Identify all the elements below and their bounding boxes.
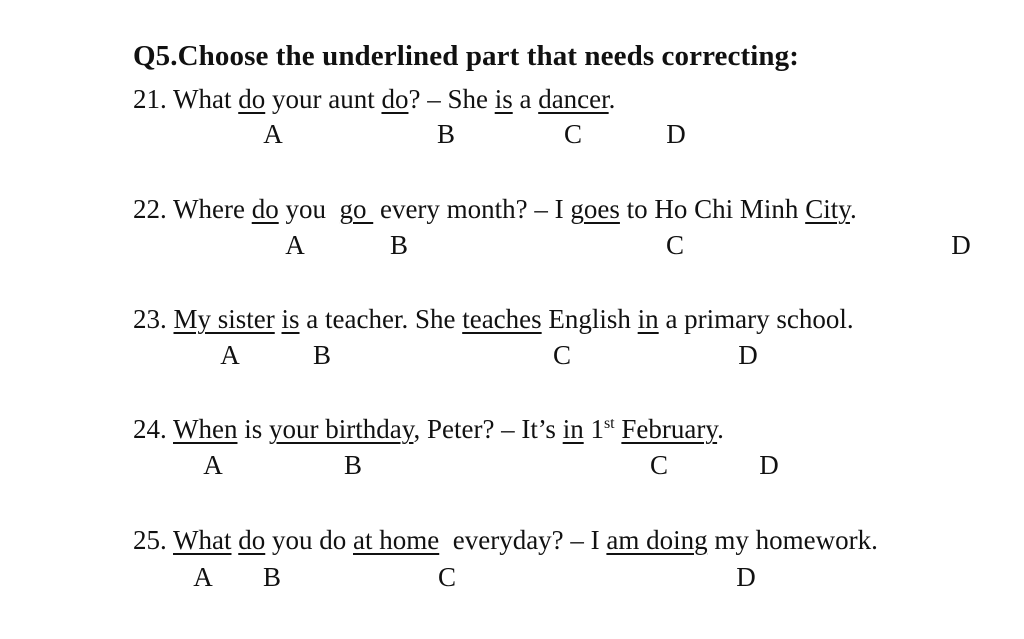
underlined-option-b: go xyxy=(339,194,374,224)
question-text: , Peter? – It’s xyxy=(413,414,563,444)
underlined-option-b: do xyxy=(381,84,409,114)
underlined-option-d: dancer xyxy=(538,84,609,114)
underlined-option-d: in xyxy=(637,304,659,334)
question-text: 1 xyxy=(583,414,604,444)
underlined-option-c: at home xyxy=(353,525,440,555)
ordinal-suffix: st xyxy=(603,415,615,432)
option-letter-b: B xyxy=(262,562,282,592)
option-letter-d: D xyxy=(759,450,779,480)
underlined-option-a: do xyxy=(238,84,266,114)
question-text: . xyxy=(608,84,616,114)
option-letter-d: D xyxy=(738,340,758,370)
underlined-option-c: teaches xyxy=(462,304,542,334)
question-text: . xyxy=(717,414,724,444)
question-text: What xyxy=(166,84,239,114)
question-number: 22. xyxy=(133,194,167,224)
option-letter-b: B xyxy=(343,450,363,480)
underlined-option-b: is xyxy=(281,304,300,334)
option-letter-c: C xyxy=(437,562,457,592)
question-25 xyxy=(133,527,878,554)
question-text xyxy=(275,304,282,334)
option-letter-d: D xyxy=(666,119,686,149)
option-letter-c: C xyxy=(563,119,583,149)
question-text: a primary school. xyxy=(658,304,854,334)
question-23 xyxy=(133,306,854,333)
option-letter-c: C xyxy=(649,450,669,480)
option-letter-a: A xyxy=(203,450,223,480)
option-letter-a: A xyxy=(263,119,283,149)
option-letter-a: A xyxy=(220,340,240,370)
question-text: you do xyxy=(265,525,353,555)
question-text: every month? – I xyxy=(373,194,571,224)
underlined-option-a: My sister xyxy=(173,304,275,334)
question-text: ? – She xyxy=(408,84,495,114)
option-letter-c: C xyxy=(552,340,572,370)
underlined-option-c: in xyxy=(562,414,584,444)
question-text: English xyxy=(541,304,638,334)
option-letter-b: B xyxy=(436,119,456,149)
question-text: to Ho Chi Minh xyxy=(619,194,806,224)
underlined-option-a: do xyxy=(251,194,279,224)
underlined-option-a: When xyxy=(173,414,238,444)
underlined-option-a: What xyxy=(173,525,232,555)
question-number: 23. xyxy=(133,304,167,334)
underlined-option-b: your birthday xyxy=(269,414,414,444)
option-letter-a: A xyxy=(285,230,305,260)
option-letter-c: C xyxy=(665,230,685,260)
question-text: a xyxy=(512,84,539,114)
question-number: 24. xyxy=(133,414,167,444)
question-number: 25. xyxy=(133,525,167,555)
question-22 xyxy=(133,196,857,223)
option-letter-a: A xyxy=(193,562,213,592)
question-text: your aunt xyxy=(265,84,382,114)
question-text: a teacher. She xyxy=(299,304,463,334)
option-letter-d: D xyxy=(736,562,756,592)
option-letter-d: D xyxy=(951,230,971,260)
underlined-option-c: goes xyxy=(570,194,620,224)
option-letter-b: B xyxy=(312,340,332,370)
question-21 xyxy=(133,86,615,113)
section-title: Q5.Choose the underlined part that needs correcting: xyxy=(133,40,799,72)
underlined-option-d: am doing xyxy=(606,525,708,555)
question-text: my homework. xyxy=(707,525,878,555)
underlined-option-c: is xyxy=(494,84,513,114)
option-letter-b: B xyxy=(389,230,409,260)
question-text: is xyxy=(237,414,269,444)
underlined-option-d: February xyxy=(621,414,718,444)
question-number: 21. xyxy=(133,84,167,114)
question-text xyxy=(167,304,174,334)
question-text: you xyxy=(278,194,340,224)
question-24 xyxy=(133,416,724,443)
underlined-option-b: do xyxy=(238,525,266,555)
underlined-option-d: City xyxy=(805,194,850,224)
question-text: Where xyxy=(166,194,252,224)
question-text: . xyxy=(849,194,857,224)
question-text: everyday? – I xyxy=(439,525,607,555)
